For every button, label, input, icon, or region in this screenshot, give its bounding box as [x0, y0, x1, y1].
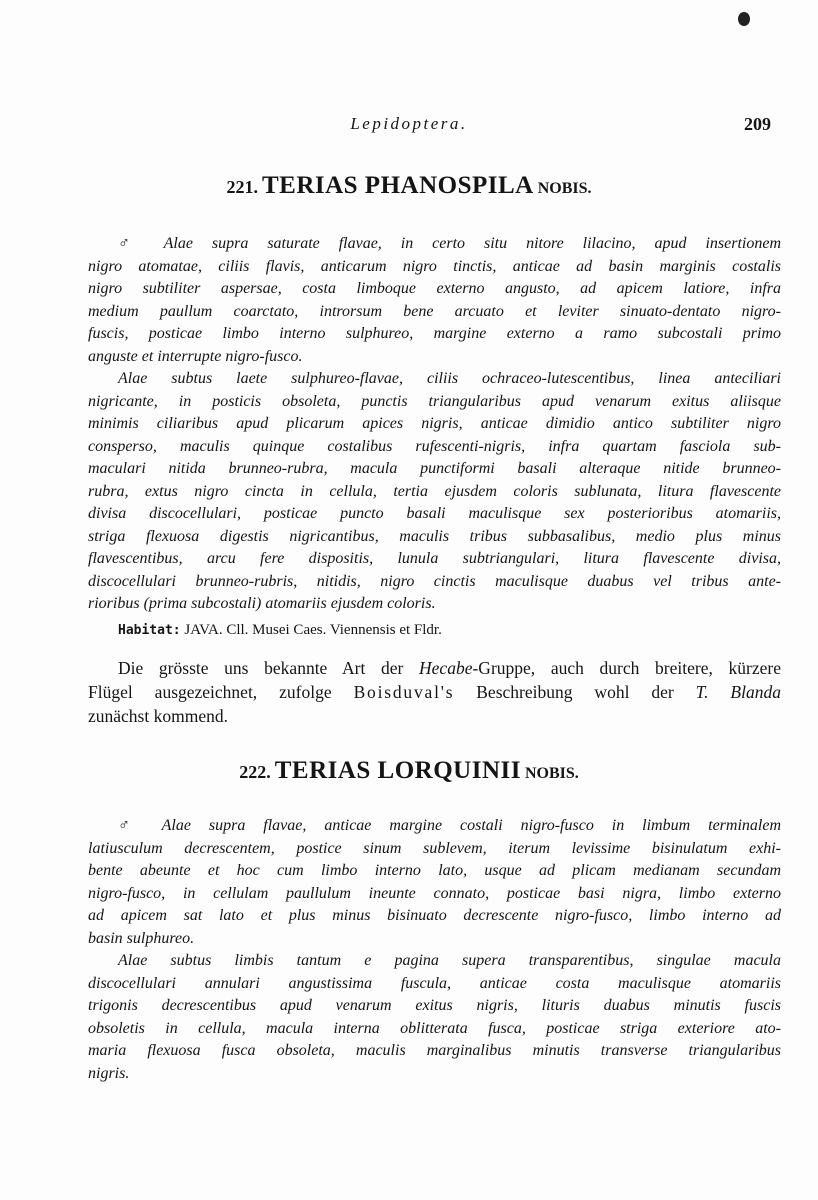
description-paragraph [88, 233, 781, 368]
text-line: Alae subtus laete sulphureo-flavae, ciliis ochraceo-lutescentibus, linea anteciliari [118, 370, 781, 387]
text-line: maculari nitida brunneo-rubra, macula punctiformi basali alteraque nitide brunneo- [88, 460, 781, 477]
text-segment: T. Blanda [695, 682, 781, 702]
habitat-line [118, 622, 442, 639]
text-line: flavescentibus, arcu fere dispositis, lunula subtriangulari, litura flavescente divisa, [88, 550, 781, 567]
text-segment: Hecabe [419, 658, 473, 678]
species-name: TERIAS PHANOSPILA [261, 172, 534, 199]
species-number: 221. [226, 177, 258, 197]
text-line: consperso, maculis quinque costalibus rufescenti-nigris, infra quartam fasciola sub- [88, 437, 781, 455]
text-line: nigro subtiliter aspersae, costa limboque externo angusto, ad apicem latiore, infra [88, 280, 781, 297]
species-name: TERIAS LORQUINII [274, 757, 521, 784]
text-line: latiusculum decrescentem, postice sinum sublevem, iterum levissime bisinulatum exhi- [88, 839, 781, 857]
text-line: minimis ciliaribus apud plicarum apices nigris, anticae dimidio antico subtiliter nigro [88, 415, 781, 432]
text-line: striga flexuosa digestis nigricantibus, maculis tribus subbasalibus, medio plus minus [88, 527, 781, 545]
text-line: obsoletis in cellula, macula interna oblitterata fusca, posticae striga exteriore ato- [88, 1019, 781, 1037]
text-line: bente abeunte et hoc cum limbo interno lato, usque ad plicam medianam secundam [88, 862, 781, 879]
species-author: NOBIS. [524, 765, 579, 782]
text-line: ♂ Alae supra saturate flavae, in certo situ nitore lilacino, apud insertionem [118, 235, 781, 252]
description-paragraph [88, 368, 781, 616]
species-number: 222. [239, 762, 271, 782]
text-line: anguste et interrupte nigro-fusco. [88, 347, 303, 365]
text-segment: Boisduval's [353, 682, 455, 702]
text-line: nigricante, in posticis obsoleta, punctis triangularibus apud venarum exitus aliisque [88, 392, 781, 410]
text-line: ad apicem sat lato et plus minus bisinuato decrescente nigro-fusco, limbo interno ad [88, 907, 781, 924]
text-line [88, 704, 781, 728]
text-line: Alae subtus limbis tantum e pagina supera transparentibus, singulae macula [118, 952, 781, 969]
text-line: ♂ Alae supra flavae, anticae margine costali nigro-fusco in limbum terminalem [118, 817, 781, 834]
description-paragraph [88, 950, 781, 1085]
habitat-label: Habitat: [118, 623, 181, 638]
text-segment: Flügel ausgezeichnet, zufolge [88, 682, 354, 702]
text-line: rubra, extus nigro cincta in cellula, tertia ejusdem coloris sublunata, litura flavescente [88, 482, 781, 500]
page-number: 209 [744, 114, 771, 134]
text-line: nigro-fusco, in cellulam paullulum ineunte connato, posticae basi nigra, limbo externo [88, 884, 781, 902]
text-line: discocellulari annulari angustissima fuscula, anticae costa maculisque atomariis [88, 974, 781, 992]
text-line: maria flexuosa fusca obsoleta, maculis marginalibus minutis transverse triangularibus [88, 1042, 781, 1059]
text-line: divisa discocellulari, posticae puncto basali maculisque sex posterioribus atomariis, [88, 505, 781, 522]
text-line: discocellulari brunneo-rubris, nitidis, nigro cinctis maculisque duabus vel tribus ante- [88, 572, 781, 590]
remark-paragraph [88, 656, 781, 728]
text-segment: Beschreibung wohl der [454, 682, 696, 702]
text-line: nigro atomatae, ciliis flavis, anticarum nigro tinctis, anticae ad basin marginis costalis [88, 257, 781, 275]
species-author: NOBIS. [537, 180, 592, 197]
species-heading-222 [0, 757, 818, 785]
text-segment: zunächst kommend. [88, 706, 228, 726]
text-segment: Die grösste uns bekannte Art der [118, 658, 420, 678]
habitat-collections: Cll. Musei Caes. Viennensis et Fldr. [226, 622, 442, 638]
text-line: rioribus (prima subcostali) atomariis ejusdem coloris. [88, 595, 436, 612]
habitat-locality: JAVA. [184, 622, 223, 638]
text-line: nigris. [88, 1064, 130, 1082]
species-heading-221 [0, 172, 818, 200]
text-line [88, 656, 781, 680]
text-line: trigonis decrescentibus apud venarum exitus nigris, lituris duabus minutis fuscis [88, 997, 781, 1014]
text-line [88, 680, 781, 704]
text-line: medium paullum coarctato, introrsum bene arcuato et leviter sinuato-dentato nigro- [88, 302, 781, 320]
text-line: basin sulphureo. [88, 929, 195, 947]
description-paragraph [88, 815, 781, 950]
text-line: fuscis, posticae limbo interno sulphureo, margine externo a ramo subcostali primo [88, 325, 781, 342]
scan-speck [738, 12, 750, 26]
text-segment: -Gruppe, auch durch breitere, kürzere [472, 658, 781, 678]
running-title: Lepidoptera. [350, 114, 468, 133]
